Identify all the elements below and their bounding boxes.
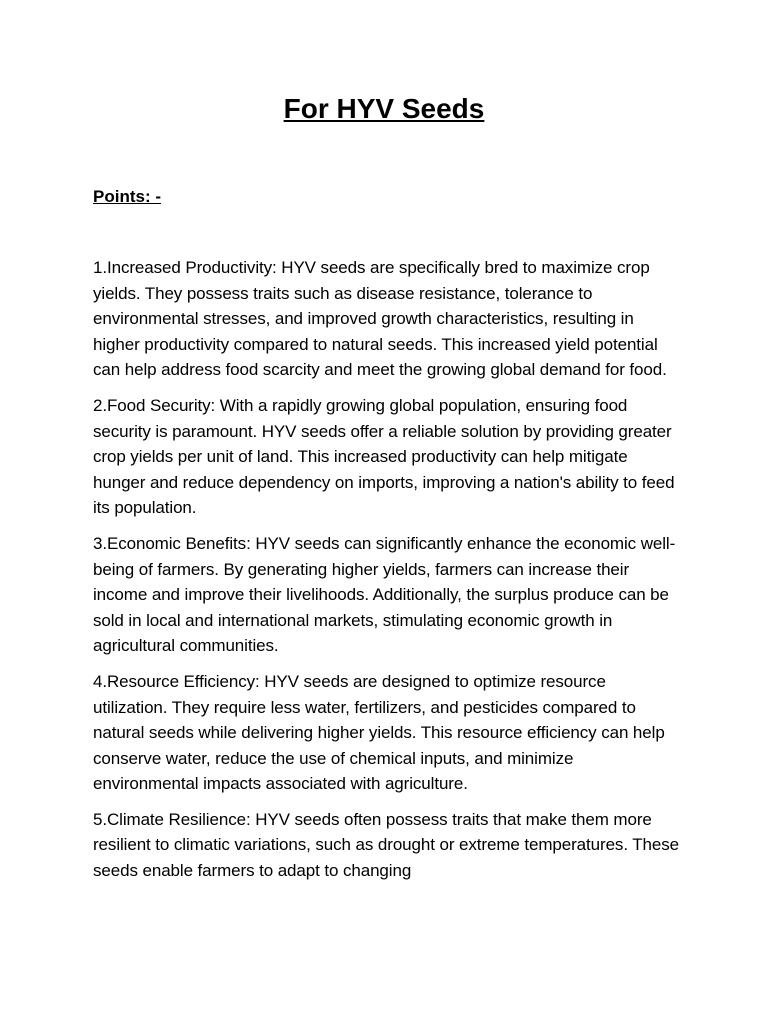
section-label: Points: - bbox=[93, 187, 161, 206]
point-paragraph: 5.Climate Resilience: HYV seeds often possess traits that make them more resilient to climatic variations, such as drought or extreme temperatures. These seeds enable farmers to adapt to changing bbox=[93, 809, 680, 881]
points-list bbox=[93, 255, 683, 894]
document-title: For HYV Seeds bbox=[283, 93, 485, 124]
point-paragraph: 4.Resource Efficiency: HYV seeds are designed to optimize resource utilization. They require less water, fertilizers, and pesticides compared to natural seeds while delivering higher yields. This resource efficiency can help conserve water, reduce the use of chemical inputs, and minimize environmental impacts associated with agriculture. bbox=[93, 671, 665, 794]
point-paragraph: 3.Economic Benefits: HYV seeds can significantly enhance the economic well-being of farmers. By generating higher yields, farmers can increase their income and improve their livelihoods. Additionally, the surplus produce can be sold in local and international markets, stimulating economic growth in agricultural communities. bbox=[93, 533, 676, 656]
point-paragraph: 2.Food Security: With a rapidly growing global population, ensuring food security is paramount. HYV seeds offer a reliable solution by providing greater crop yields per unit of land. This increased productivity can help mitigate hunger and reduce dependency on imports, improving a nation's ability to feed its population. bbox=[93, 395, 675, 518]
point-paragraph: 1.Increased Productivity: HYV seeds are specifically bred to maximize crop yields. They possess traits such as disease resistance, tolerance to environmental stresses, and improved growth characteristics, resulting in higher productivity compared to natural seeds. This increased yield potential can help address food scarcity and meet the growing global demand for food. bbox=[93, 258, 667, 380]
